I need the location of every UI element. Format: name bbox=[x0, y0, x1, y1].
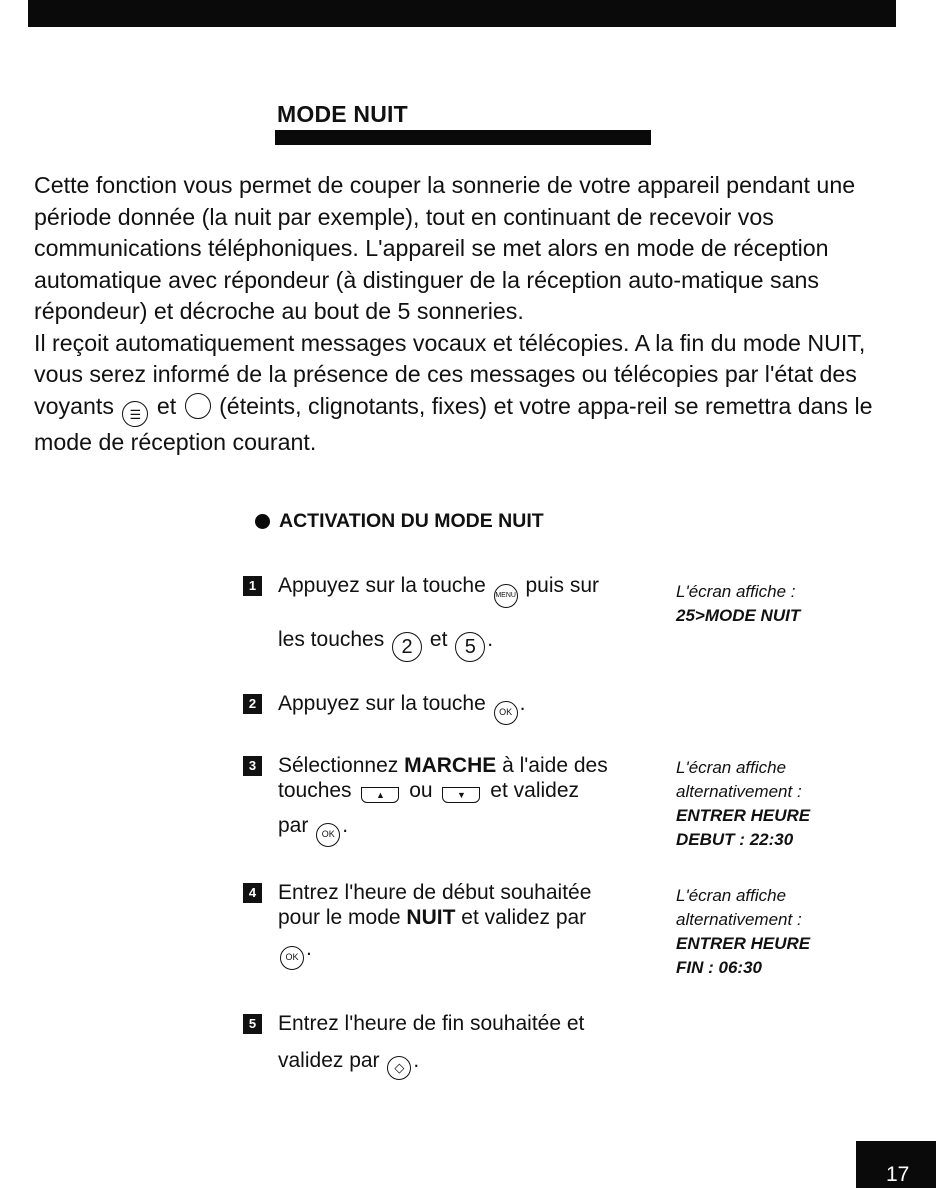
step-3-number: 3 bbox=[243, 756, 262, 776]
step-1-d: et bbox=[429, 628, 448, 651]
step-5-number: 5 bbox=[243, 1014, 262, 1034]
step-3-a: Sélectionnez bbox=[278, 754, 399, 777]
step-5-b: validez par bbox=[278, 1049, 380, 1072]
step-4-c: et validez par bbox=[461, 906, 587, 929]
down-arrow-key-icon: ▼ bbox=[442, 787, 480, 803]
step-3-d: ou bbox=[409, 779, 433, 802]
step-3-text bbox=[278, 753, 658, 847]
step-3-screen-time: 22:30 bbox=[749, 830, 794, 849]
step-1-number: 1 bbox=[243, 576, 262, 596]
ok-key-icon: OK bbox=[494, 701, 518, 725]
step-1-e: . bbox=[487, 628, 494, 651]
step-1-screen-line-2: 25>MODE NUIT bbox=[676, 606, 801, 625]
step-3-bold: MARCHE bbox=[404, 754, 497, 777]
intro-text bbox=[34, 170, 904, 458]
step-4-screen-time: 06:30 bbox=[718, 958, 762, 977]
step-3-screen-label: DEBUT : bbox=[676, 830, 745, 849]
section-heading-text: ACTIVATION DU MODE NUIT bbox=[279, 510, 544, 532]
step-2-text bbox=[278, 691, 658, 725]
step-4-screen-line-2: alternativement : bbox=[676, 910, 802, 929]
step-4-a: Entrez l'heure de début souhaitée bbox=[278, 881, 592, 904]
step-4-screen-time-row bbox=[676, 956, 898, 980]
top-rule bbox=[28, 0, 896, 27]
intro-paragraph-1: Cette fonction vous permet de couper la sonnerie de votre appareil pendant une période donnée (la nuit par exemple), tout en continuant de recevoir vos communications téléphoniques. L'appareil se met alors en mode de réception automatique avec répondeur (à distinguer de la réception auto-matique sans répondeur) et décroche au bout de 5 sonneries. bbox=[34, 172, 856, 324]
step-1-text bbox=[278, 573, 658, 662]
step-3-b: à l'aide des bbox=[502, 754, 608, 777]
ok-key-icon: OK bbox=[280, 946, 304, 970]
step-3-e: . bbox=[342, 814, 349, 837]
power-led-icon bbox=[185, 393, 211, 419]
step-5-text bbox=[278, 1011, 658, 1080]
nav-key-icon: ◇ bbox=[387, 1056, 411, 1080]
intro-p2-part-a: Il reçoit automatiquement messages vocaux et télécopies. A la fin du mode NUIT, vous serez informé de la présence de ces messages ou télécopies par l'état des voyants bbox=[34, 329, 866, 419]
step-3-screen bbox=[676, 756, 898, 852]
intro-p2-part-b: et bbox=[156, 392, 177, 419]
step-2-a: Appuyez sur la touche bbox=[278, 692, 486, 715]
page-title: MODE NUIT bbox=[277, 101, 408, 127]
digit-5-key-icon: 5 bbox=[455, 632, 485, 662]
up-arrow-key-icon: ▲ bbox=[361, 787, 399, 803]
step-4-screen-line-1: L'écran affiche bbox=[676, 886, 787, 905]
step-1-b: puis sur bbox=[525, 574, 600, 597]
step-4-number: 4 bbox=[243, 883, 262, 903]
step-4-b: pour le mode bbox=[278, 906, 401, 929]
intro-p2-part-c: (éteints, clignotants, fixes) et votre appa-reil se remettra dans le mode de réception courant. bbox=[34, 392, 873, 455]
intro-paragraph-2 bbox=[34, 328, 904, 459]
step-1-screen bbox=[676, 580, 898, 628]
messages-led-icon: ☰ bbox=[122, 401, 148, 427]
step-3-c: touches bbox=[278, 779, 352, 802]
step-4-text bbox=[278, 880, 658, 970]
menu-key-icon: MENU bbox=[494, 584, 518, 608]
step-3-screen-line-3: ENTRER HEURE bbox=[676, 806, 811, 825]
step-4-screen-line-3: ENTRER HEURE bbox=[676, 934, 811, 953]
step-1-screen-line-1: L'écran affiche : bbox=[676, 582, 796, 601]
bullet-icon bbox=[255, 514, 270, 529]
step-2-number: 2 bbox=[243, 694, 262, 714]
digit-2-key-icon: 2 bbox=[392, 632, 422, 662]
step-3-f: et validez bbox=[490, 779, 580, 802]
step-5-e: . bbox=[413, 1049, 420, 1072]
step-4-screen-label: FIN : bbox=[676, 958, 714, 977]
step-4-e: . bbox=[306, 937, 312, 960]
title-underline bbox=[275, 130, 651, 145]
ok-key-icon: OK bbox=[316, 823, 340, 847]
step-4-screen bbox=[676, 884, 898, 980]
step-5-a: Entrez l'heure de fin souhaitée et bbox=[278, 1012, 585, 1035]
step-3-screen-time-row bbox=[676, 828, 898, 852]
step-3-screen-line-2: alternativement : bbox=[676, 782, 802, 801]
step-3-screen-line-1: L'écran affiche bbox=[676, 758, 787, 777]
page-number: 17 bbox=[886, 1163, 910, 1186]
step-1-c: les touches bbox=[278, 628, 385, 651]
step-4-bold: NUIT bbox=[406, 906, 456, 929]
step-1-a: Appuyez sur la touche bbox=[278, 574, 486, 597]
step-3-g: par bbox=[278, 814, 309, 837]
section-heading bbox=[255, 510, 544, 533]
step-2-e: . bbox=[519, 692, 526, 715]
